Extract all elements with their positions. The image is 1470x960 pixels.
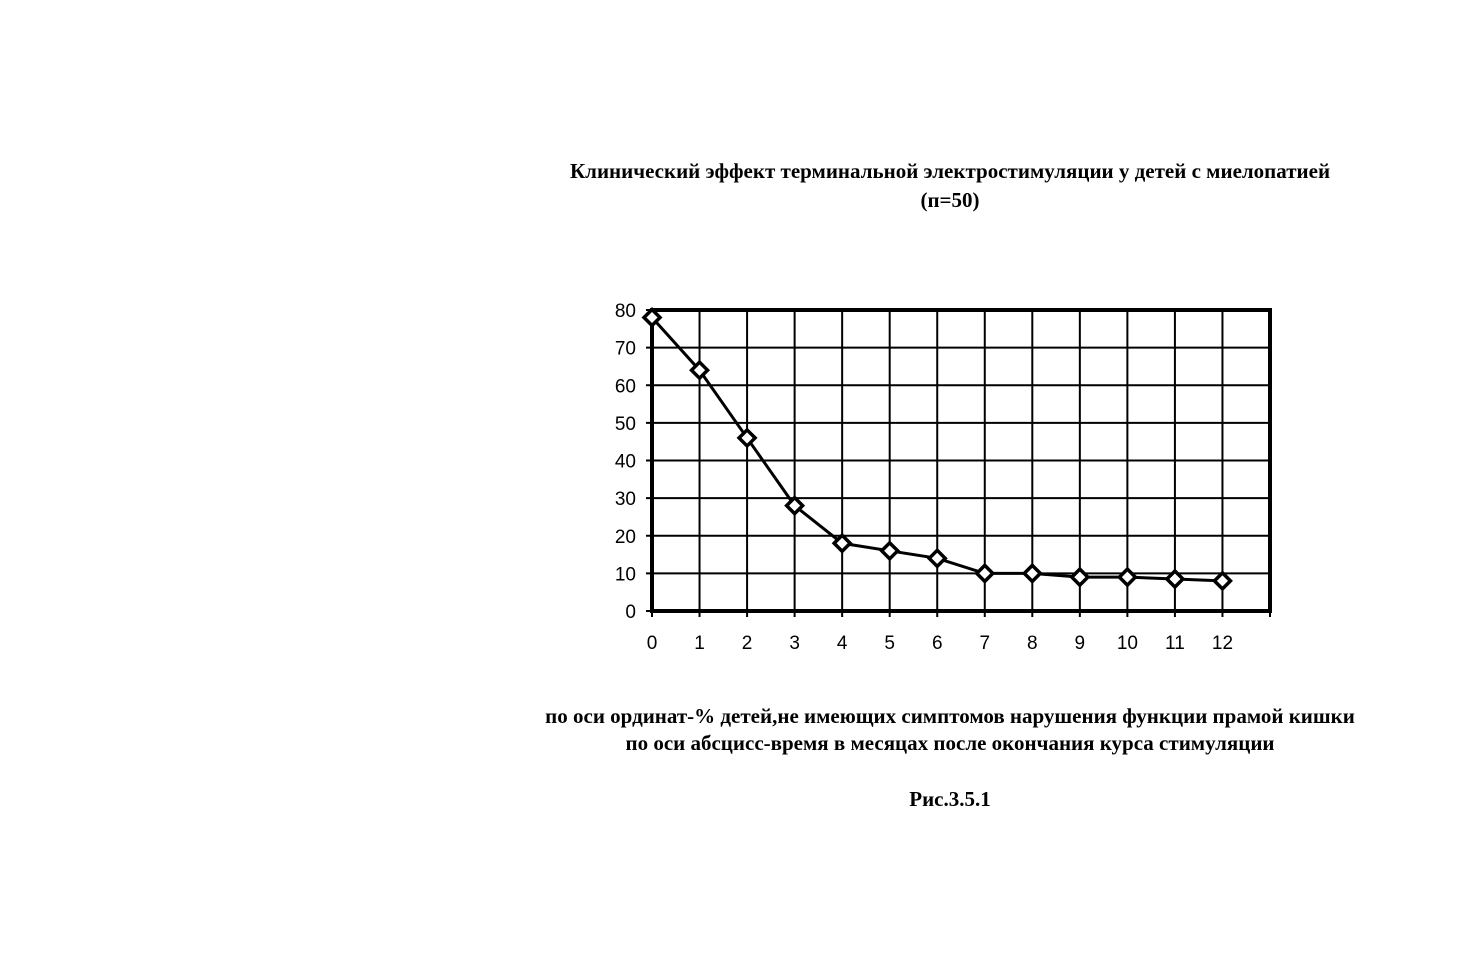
x-tick-label: 12	[1211, 633, 1234, 654]
y-tick-label: 80	[614, 301, 636, 322]
y-axis-ticks	[615, 301, 636, 623]
x-tick-label: 5	[884, 633, 895, 654]
data-point-marker	[1072, 569, 1088, 585]
x-axis-ticks	[647, 633, 1233, 654]
data-point-marker	[1024, 565, 1040, 581]
data-point-marker	[882, 543, 898, 559]
x-tick-label: 2	[741, 633, 753, 654]
data-point-marker	[1214, 573, 1230, 589]
chart-subtitle: (п=50)	[920, 188, 980, 212]
figure-label: Рис.3.5.1	[909, 787, 991, 811]
y-tick-label: 0	[625, 602, 636, 623]
data-point-marker	[929, 550, 945, 566]
x-tick-label: 9	[1074, 633, 1086, 654]
y-tick-label: 30	[614, 489, 636, 511]
y-tick-label: 60	[614, 376, 636, 398]
y-tick-label: 20	[614, 526, 636, 548]
x-tick-label: 0	[646, 633, 658, 654]
y-axis-note: по оси ординат-% детей,не имеющих симптомов нарушения функции прамой кишки	[545, 704, 1355, 728]
data-point-marker	[977, 565, 993, 581]
y-tick-label: 10	[614, 564, 636, 586]
x-tick-label: 1	[694, 633, 705, 654]
x-tick-label: 10	[1116, 633, 1138, 654]
x-tick-label: 8	[1027, 633, 1038, 654]
x-tick-label: 4	[836, 633, 848, 654]
y-tick-label: 50	[614, 413, 636, 435]
x-axis-note: по оси абсцисс-время в месяцах после окончания курса стимуляции	[625, 731, 1275, 755]
x-tick-label: 7	[979, 633, 991, 654]
y-tick-label: 70	[614, 338, 636, 360]
x-tick-label: 6	[931, 633, 943, 654]
x-tick-label: 3	[789, 633, 800, 654]
y-tick-label: 40	[614, 451, 636, 473]
data-point-marker	[1119, 569, 1135, 585]
chart-title: Клинический эффект терминальной электростимуляции у детей с миелопатией	[569, 159, 1331, 183]
x-tick-label: 11	[1165, 633, 1185, 654]
